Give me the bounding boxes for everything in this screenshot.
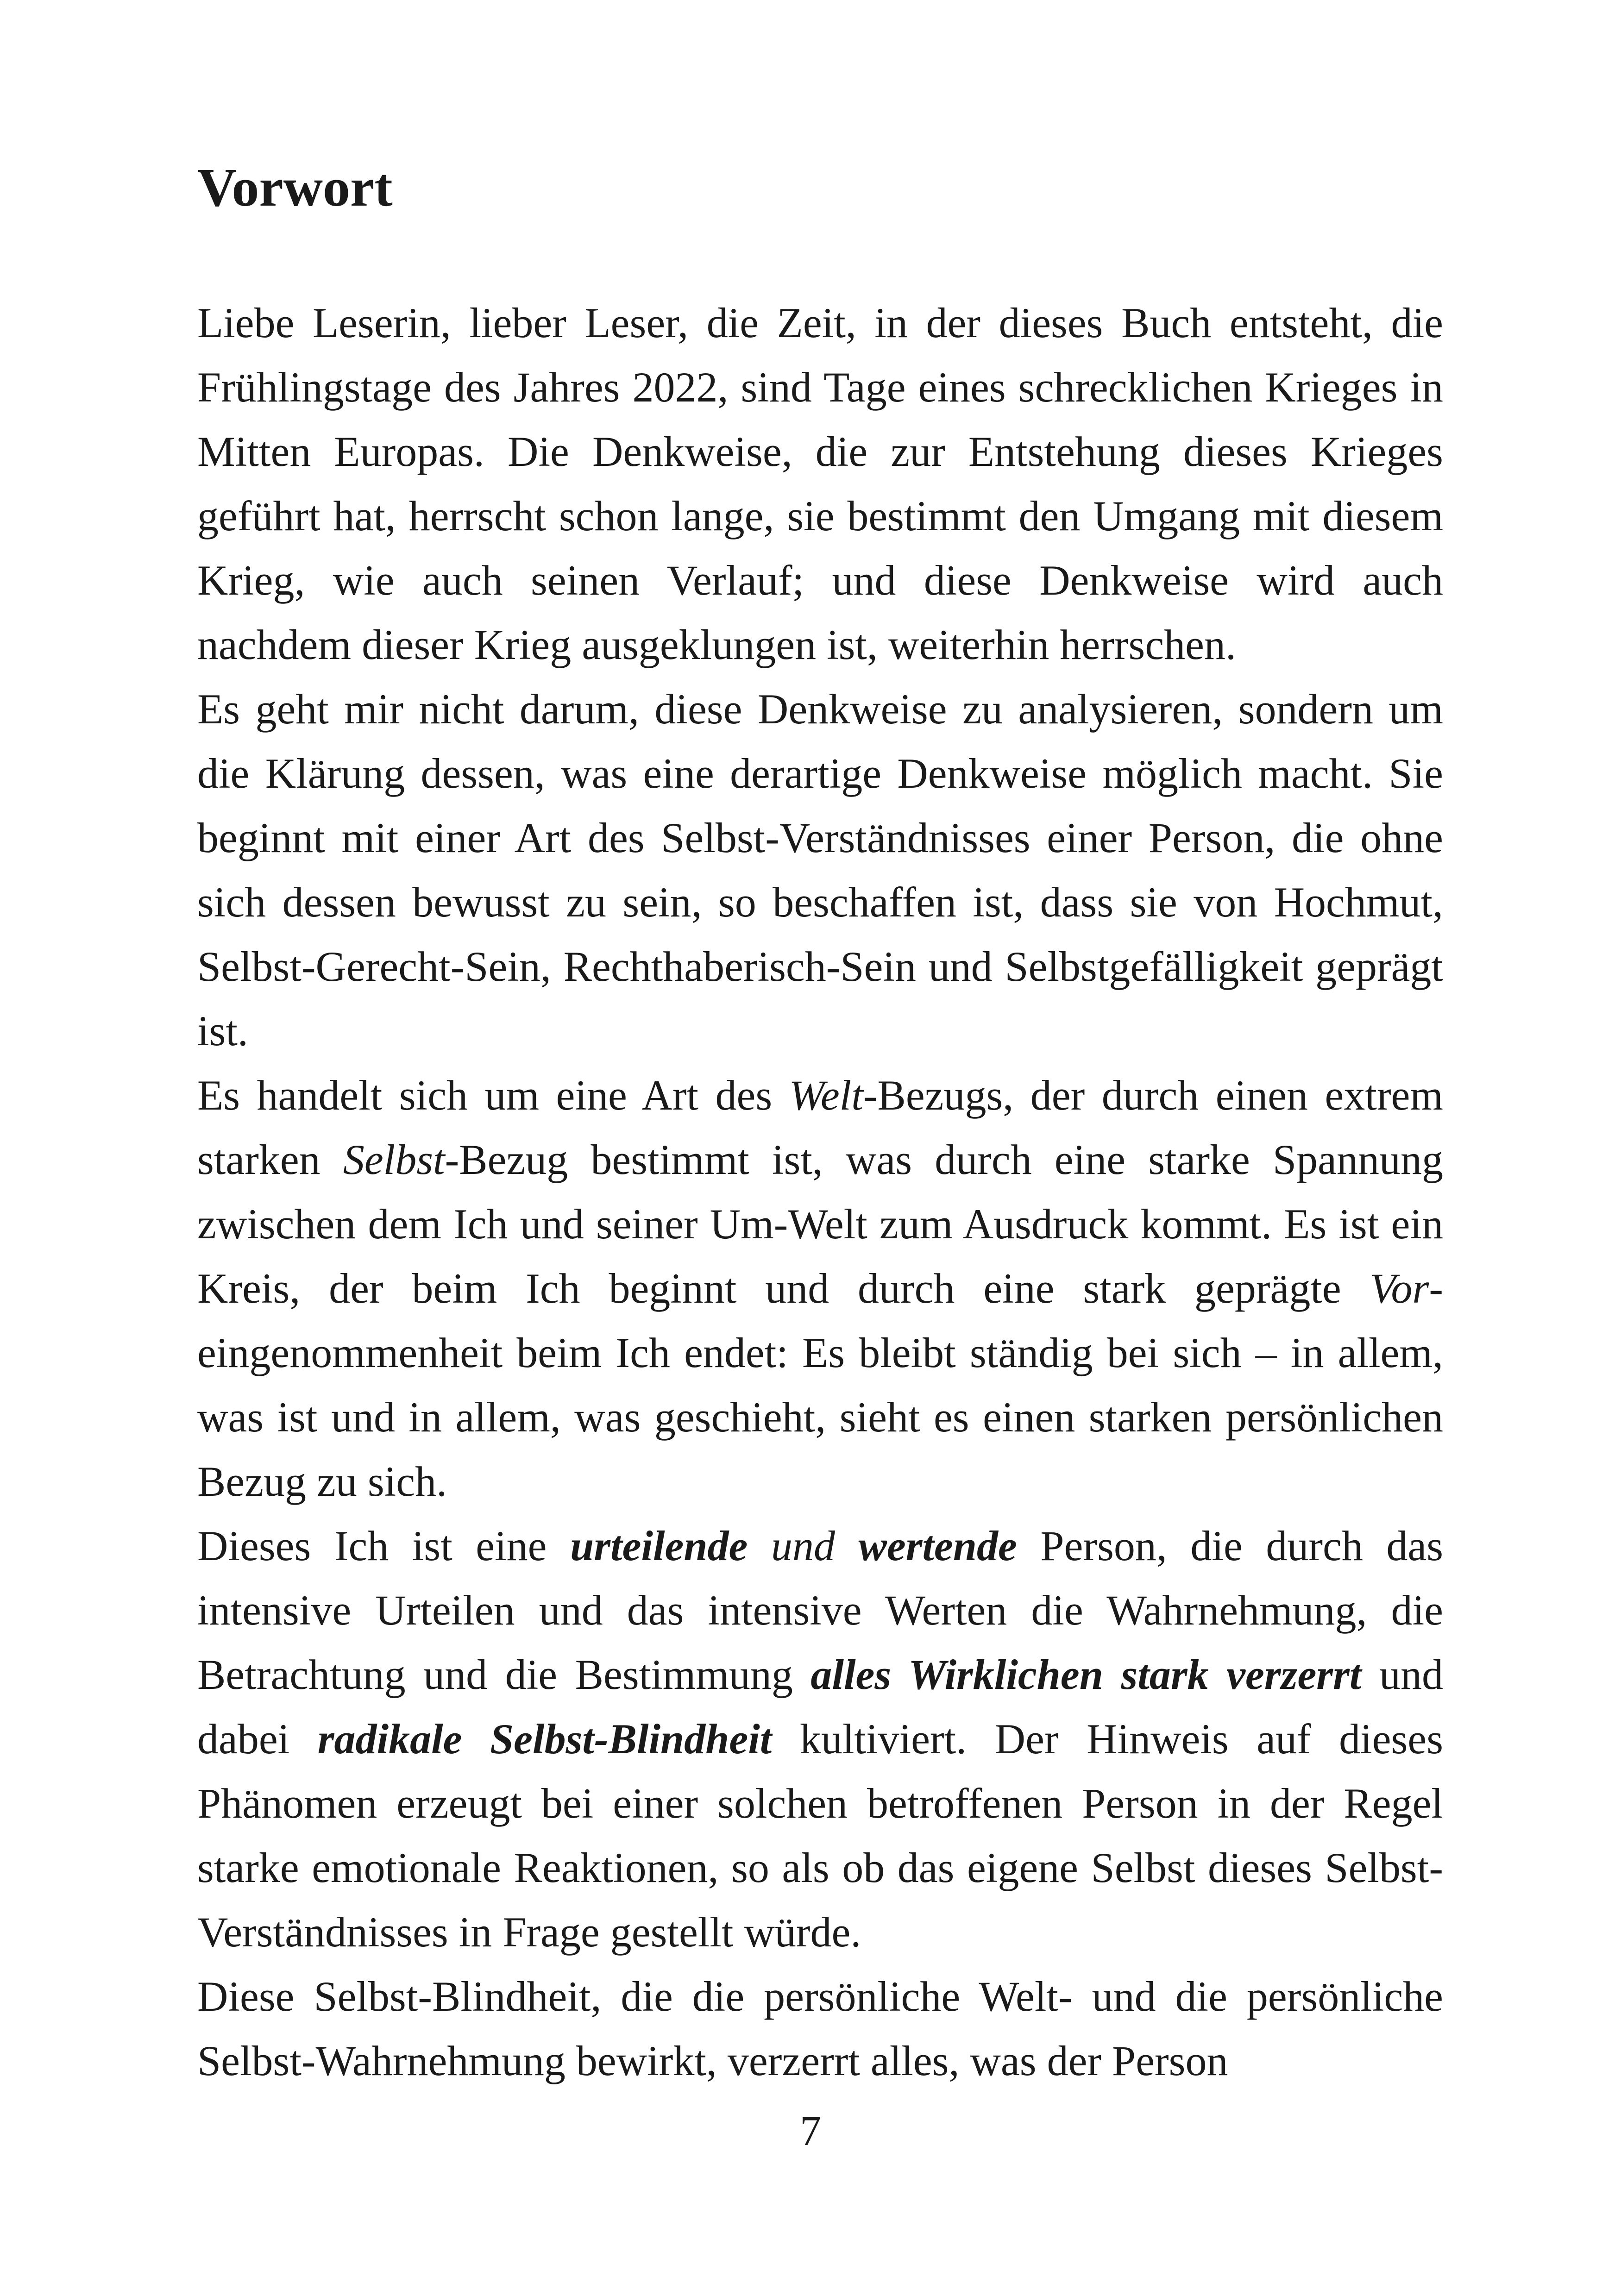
emphasis-bold-italic: radikale Selbst-Blindheit (317, 1715, 772, 1763)
emphasis-bold-italic: urteilende (570, 1522, 748, 1569)
text-run (748, 1522, 771, 1569)
text-run: Es geht mir nicht darum, diese Denkweise zu analysieren, sondern um die Klärung dessen, was eine derartige Denkweise möglich macht. Sie beginnt mit einer Art des Selbst-Verständnisses einer Person, die ohne sich dessen bewusst zu sein, so beschaffen ist, dass sie von Hochmut, Selbst-Gerecht-Sein, Rechthaberisch-Sein und Selbstgefälligkeit geprägt ist. (197, 685, 1443, 1054)
text-run: Dieses Ich ist eine (197, 1522, 571, 1569)
text-run: -eingenommenheit beim Ich endet: Es bleibt ständig bei sich – in allem, was ist und in allem, was geschieht, sieht es einen starken persönlichen Bezug zu sich. (197, 1265, 1443, 1505)
body-text (197, 291, 1443, 2093)
paragraph (197, 1063, 1443, 1514)
text-run: Es handelt sich um eine Art des (197, 1072, 789, 1119)
text-run: kultiviert. Der Hinweis auf dieses Phänomen erzeugt bei einer solchen betroffenen Person in der Regel starke emotionale Reaktionen, so als ob das eigene Selbst dieses Selbst-Verständnisses in Frage gestellt würde. (197, 1715, 1444, 1956)
paragraph (197, 291, 1443, 677)
text-run: Person, die durch das intensive Urteilen und das intensive Werten die Wahrnehmung, die Betrachtung und die Bestimmung (197, 1522, 1443, 1698)
paragraph (197, 1514, 1443, 1964)
paragraph (197, 677, 1443, 1063)
chapter-title: Vorwort (197, 157, 393, 218)
emphasis-bold-italic: wertende (858, 1522, 1017, 1569)
text-run: Diese Selbst-Blindheit, die die persönliche Welt- und die persönliche Selbst-Wahrnehmung bewirkt, verzerrt alles, was der Person (197, 1973, 1443, 2084)
emphasis-italic: Welt (789, 1072, 863, 1119)
paragraph (197, 1964, 1443, 2093)
emphasis-bold-italic: alles Wirklichen stark verzerrt (810, 1651, 1362, 1698)
text-run: -Bezug bestimmt ist, was durch eine starke Spannung zwischen dem Ich und seiner Um-Welt zum Ausdruck kommt. Es ist ein Kreis, der beim Ich beginnt und durch eine stark geprägte (197, 1136, 1443, 1312)
text-run: und dabei (197, 1651, 1443, 1763)
page-number: 7 (800, 2107, 821, 2154)
emphasis-italic: Selbst (343, 1136, 445, 1183)
text-run: Liebe Leserin, lieber Leser, die Zeit, in der dieses Buch entsteht, die Frühlingstage des Jahres 2022, sind Tage eines schrecklichen Krieges in Mitten Europas. Die Denkweise, die zur Entstehung dieses Krieges geführt hat, herrscht schon lange, sie bestimmt den Umgang mit diesem Krieg, wie auch seinen Verlauf; und diese Denkweise wird auch nachdem dieser Krieg ausgeklungen ist, weiterhin herrschen. (197, 299, 1443, 668)
text-run (835, 1522, 859, 1569)
emphasis-italic: Vor (1370, 1265, 1429, 1312)
text-run: -Bezugs, der durch einen extrem starken (197, 1072, 1443, 1183)
emphasis-italic: und (771, 1522, 835, 1569)
